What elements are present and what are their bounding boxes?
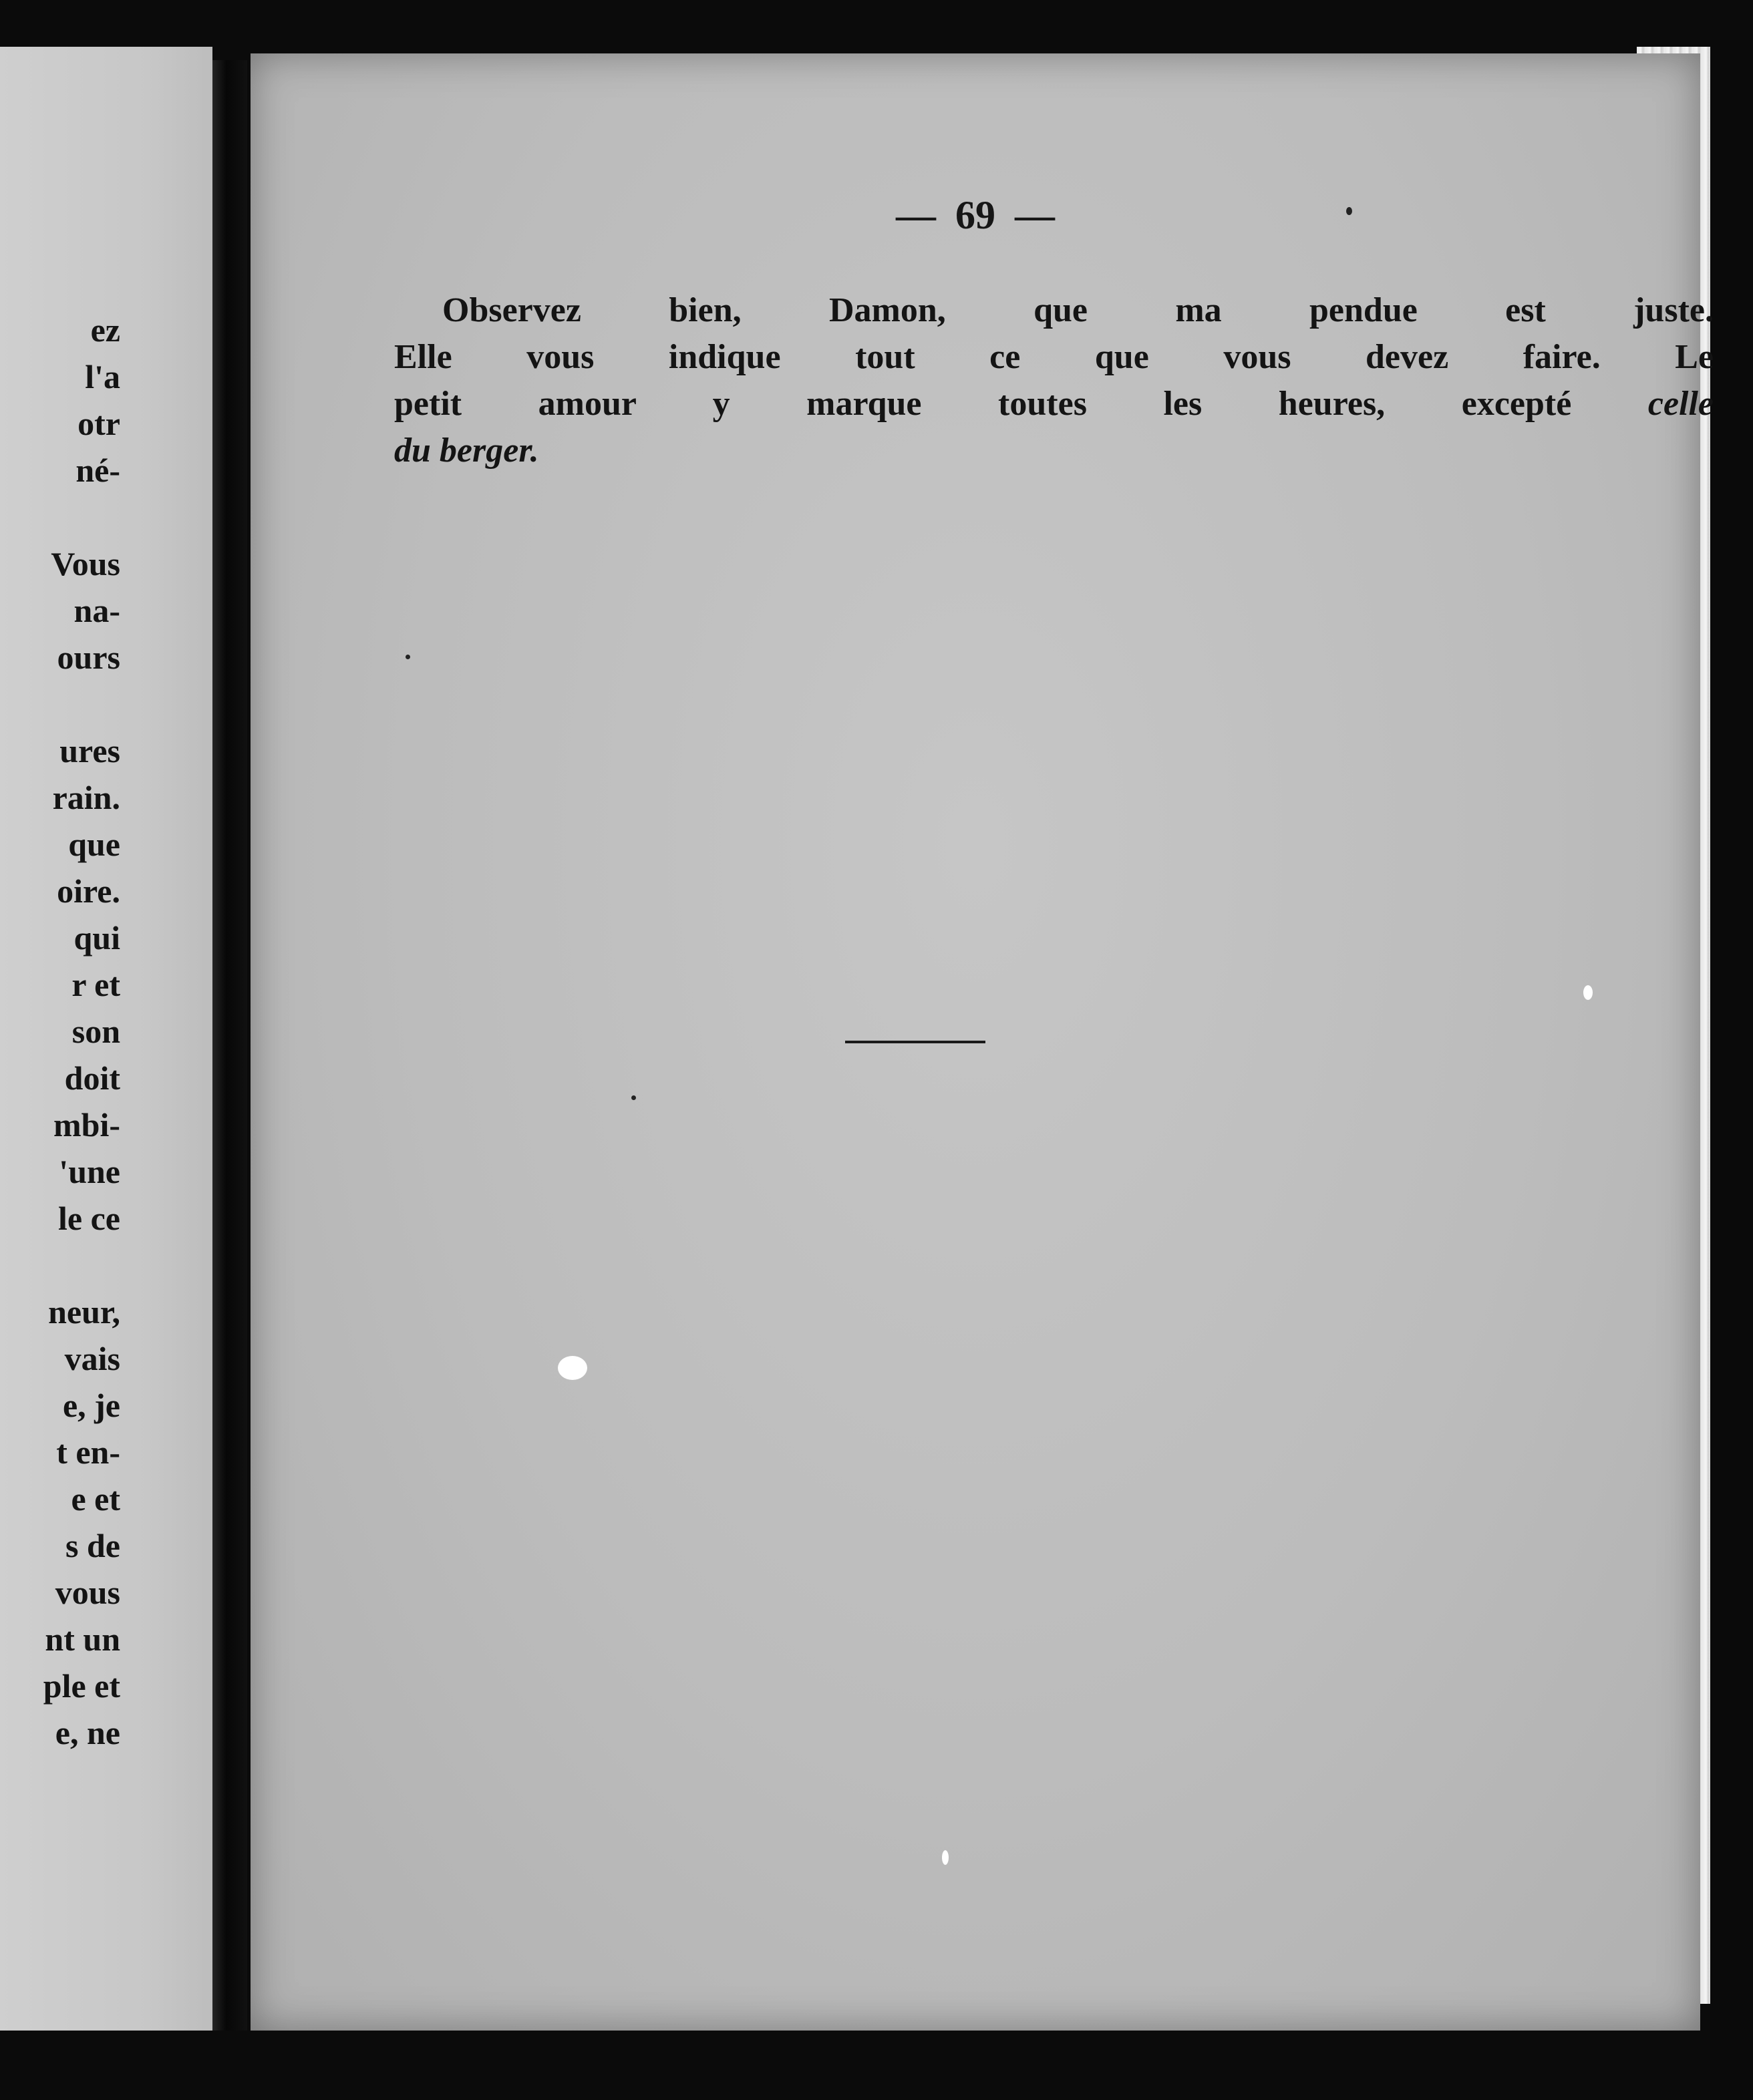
left-line: e, ne	[55, 1714, 120, 1751]
scan-speck	[558, 1356, 587, 1380]
paragraph-line: Observez bien, Damon, que ma pendue est juste.	[442, 291, 1714, 329]
scan-dot	[631, 1095, 636, 1100]
previous-page-fragment	[0, 47, 212, 2031]
left-line: mbi-	[53, 1106, 120, 1144]
folio-number: 69	[955, 193, 995, 237]
scan-dot	[406, 655, 410, 659]
book-gutter	[212, 60, 247, 2031]
paragraph-line: du berger.	[394, 431, 539, 470]
scan-speck	[942, 1850, 949, 1865]
left-line: vous	[55, 1574, 120, 1611]
paragraph-line-text: petit amour y marque toutes les heures, excepté	[394, 385, 1572, 423]
paragraph	[394, 287, 1714, 474]
left-line: ez	[90, 311, 120, 349]
page-number	[251, 192, 1720, 238]
scan-dot	[1346, 207, 1352, 215]
left-line: oire.	[57, 872, 120, 910]
left-line: ures	[59, 732, 120, 769]
left-line: r et	[71, 966, 120, 1003]
scan-speck	[1583, 985, 1593, 1000]
folio-dash-left: —	[896, 193, 936, 237]
left-line: otr	[77, 405, 120, 442]
left-line: son	[71, 1013, 120, 1050]
left-line: e, je	[62, 1387, 120, 1424]
left-line: né-	[75, 452, 120, 489]
book-page	[251, 53, 1714, 2031]
paragraph-line	[394, 381, 1714, 427]
left-line: vais	[64, 1340, 120, 1377]
paragraph-line: Elle vous indique tout ce que vous devez faire. Le	[394, 338, 1714, 376]
left-line: ple et	[43, 1667, 120, 1705]
left-line: rain.	[52, 779, 120, 816]
left-line: s de	[65, 1527, 120, 1564]
folio-dash-right: —	[1015, 193, 1055, 237]
left-line: doit	[64, 1059, 120, 1097]
left-line: na-	[73, 592, 120, 629]
left-line: ours	[57, 639, 120, 676]
left-line: 'une	[59, 1153, 120, 1190]
previous-page-text	[0, 47, 212, 2031]
italic-word: celle	[1647, 385, 1714, 423]
left-line: que	[68, 826, 120, 863]
separator-rule	[845, 1041, 985, 1043]
left-line: t en-	[56, 1433, 120, 1471]
left-line: qui	[73, 919, 120, 956]
left-line: e et	[71, 1480, 120, 1518]
left-line: l'a	[85, 358, 120, 395]
left-line: le ce	[58, 1200, 120, 1237]
left-line: nt un	[45, 1620, 120, 1658]
left-line: neur,	[48, 1293, 120, 1331]
scan-border	[1710, 40, 1753, 2100]
left-line: Vous	[51, 545, 120, 582]
